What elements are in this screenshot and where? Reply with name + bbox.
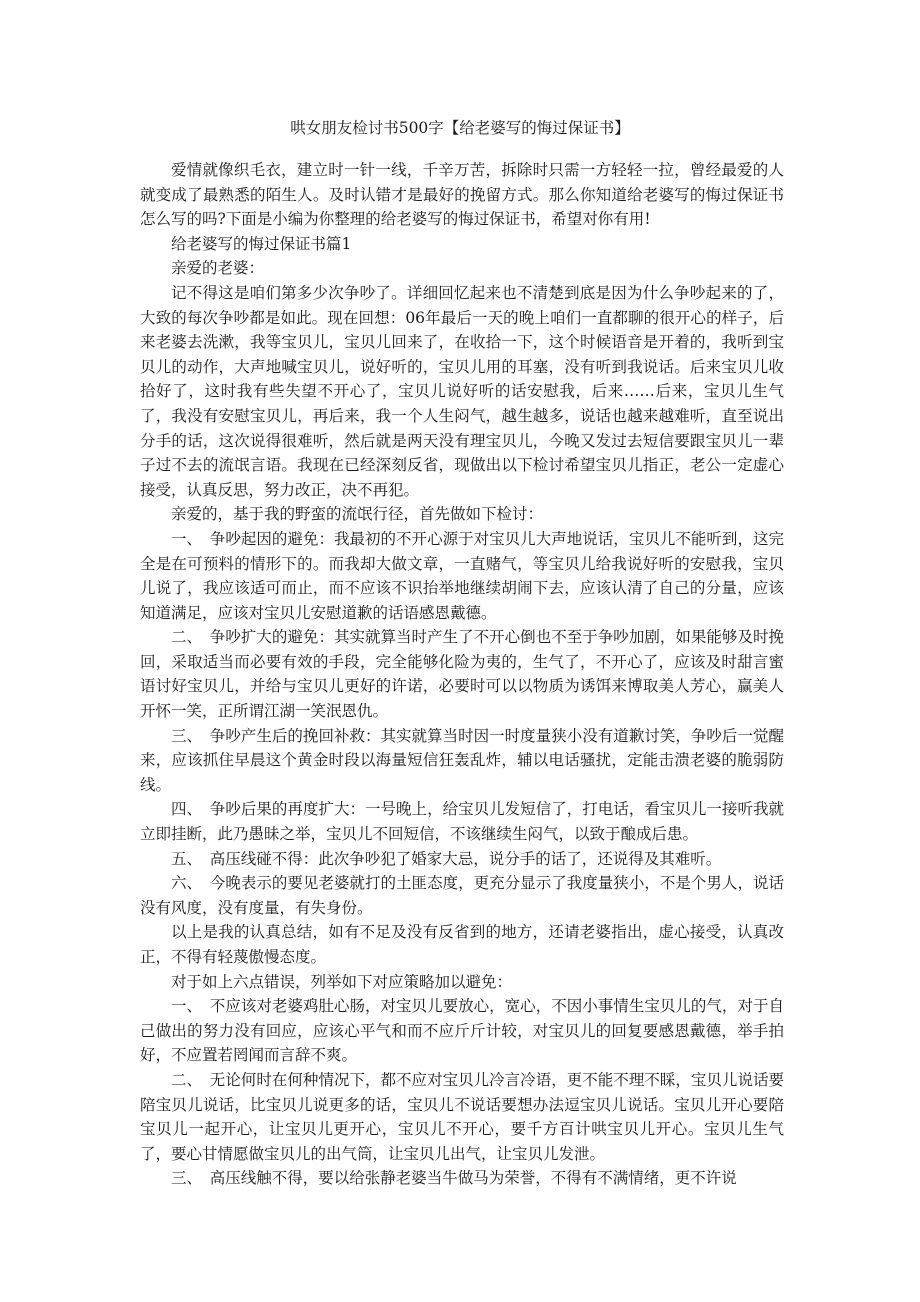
body-paragraph: 亲爱的，基于我的野蛮的流氓行径，首先做如下检讨： xyxy=(171,505,544,524)
list-item: 六、 今晚表示的要见老婆就打的土匪态度，更充分显示了我度量狭小，不是个男人，说话没有风度，没有度量，有失身份。 xyxy=(140,874,784,917)
document-title: 哄女朋友检讨书500字【给老婆写的悔过保证书】 xyxy=(290,119,630,137)
document-body xyxy=(140,158,784,1191)
list-item: 一、 争吵起因的避免：我最初的不开心源于对宝贝儿大声地说话，宝贝儿不能听到，这完全是在可预料的情形下的。而我却大做文章，一直赌气，等宝贝儿给我说好听的安慰我，宝贝儿说了，我应该适可而止，而不应该不识抬举地继续胡闹下去，应该认清了自己的分量，应该知道满足，应该对宝贝儿安慰道歉的话语感恩戴德。 xyxy=(140,529,784,622)
list-item: 二、 无论何时在何种情况下，都不应对宝贝儿冷言冷语，更不能不理不睬，宝贝儿说话要陪宝贝儿说话，比宝贝儿说更多的话，宝贝儿不说话要想办法逗宝贝儿说话。宝贝儿开心要陪宝贝儿一起开心，让宝贝儿更开心，宝贝儿不开心，要千方百计哄宝贝儿开心。宝贝儿生气了，要心甘情愿做宝贝儿的出气筒，让宝贝儿出气，让宝贝儿发泄。 xyxy=(140,1070,784,1163)
list-item: 二、 争吵扩大的避免：其实就算当时产生了不开心倒也不至于争吵加剧，如果能够及时挽回，采取适当而必要有效的手段，完全能够化险为夷的，生气了，不开心了，应该及时甜言蜜语讨好宝贝儿，并给与宝贝儿更好的许诺，必要时可以以物质为诱饵来博取美人芳心，赢美人开怀一笑，正所谓江湖一笑泯恩仇。 xyxy=(140,628,784,721)
list-item: 一、 不应该对老婆鸡肚心肠，对宝贝儿要放心，宽心，不因小事情生宝贝儿的气，对于自己做出的努力没有回应，应该心平气和而不应斤斤计较，对宝贝儿的回复要感恩戴德，举手拍好，不应置若罔闻而言辞不爽。 xyxy=(140,997,784,1065)
intro-paragraph: 爱情就像织毛衣，建立时一针一线，千辛万苦，拆除时只需一方轻轻一拉，曾经最爱的人就变成了最熟悉的陌生人。及时认错才是最好的挽留方式。那么你知道给老婆写的悔过保证书怎么写的吗?下面是小编为你整理的给老婆写的悔过保证书，希望对你有用! xyxy=(140,161,784,229)
salutation: 亲爱的老婆： xyxy=(171,259,265,278)
list-item: 四、 争吵后果的再度扩大：一号晚上，给宝贝儿发短信了，打电话，看宝贝儿一接听我就立即挂断，此乃愚昧之举，宝贝儿不回短信，不该继续生闷气，以致于酿成后患。 xyxy=(140,800,784,844)
list-item: 三、 高压线触不得，要以给张静老婆当牛做马为荣誉，不得有不满情绪，更不许说 xyxy=(171,1169,737,1188)
list-item: 五、 高压线碰不得：此次争吵犯了婚家大忌，说分手的话了，还说得及其难听。 xyxy=(171,849,722,868)
section-heading: 给老婆写的悔过保证书篇1 xyxy=(171,234,352,253)
body-paragraph: 以上是我的认真总结，如有不足及没有反省到的地方，还请老婆指出，虚心接受，认真改正，不得有轻蔑傲慢态度。 xyxy=(140,923,784,966)
list-item: 三、 争吵产生后的挽回补救：其实就算当时因一时度量狭小没有道歉讨笑，争吵后一觉醒来，应该抓住早晨这个黄金时段以海量短信狂轰乱炸，辅以电话骚扰，定能击溃老婆的脆弱防线。 xyxy=(140,726,784,794)
body-paragraph: 记不得这是咱们第多少次争吵了。详细回忆起来也不清楚到底是因为什么争吵起来的了，大致的每次争吵都是如此。现在回想：06年最后一天的晚上咱们一直都聊的很开心的样子，后来老婆去洗漱，我等宝贝儿，宝贝儿回来了，在收拾一下，这个时候语音是开着的，我听到宝贝儿的动作，大声地喊宝贝儿，说好听的，宝贝儿用的耳塞，没有听到我说话。后来宝贝儿收拾好了，这时我有些失望不开心了，宝贝儿说好听的话安慰我，后来……后来，宝贝儿生气了，我没有安慰宝贝儿，再后来，我一个人生闷气，越生越多，说话也越来越难听，直至说出分手的话，这次说得很难听，然后就是两天没有理宝贝儿，今晚又发过去短信要跟宝贝儿一辈子过不去的流氓言语。我现在已经深刻反省，现做出以下检讨希望宝贝儿指正，老公一定虚心接受，认真反思，努力改正，决不再犯。 xyxy=(140,283,784,499)
body-paragraph: 对于如上六点错误，列举如下对应策略加以避免： xyxy=(171,972,513,991)
